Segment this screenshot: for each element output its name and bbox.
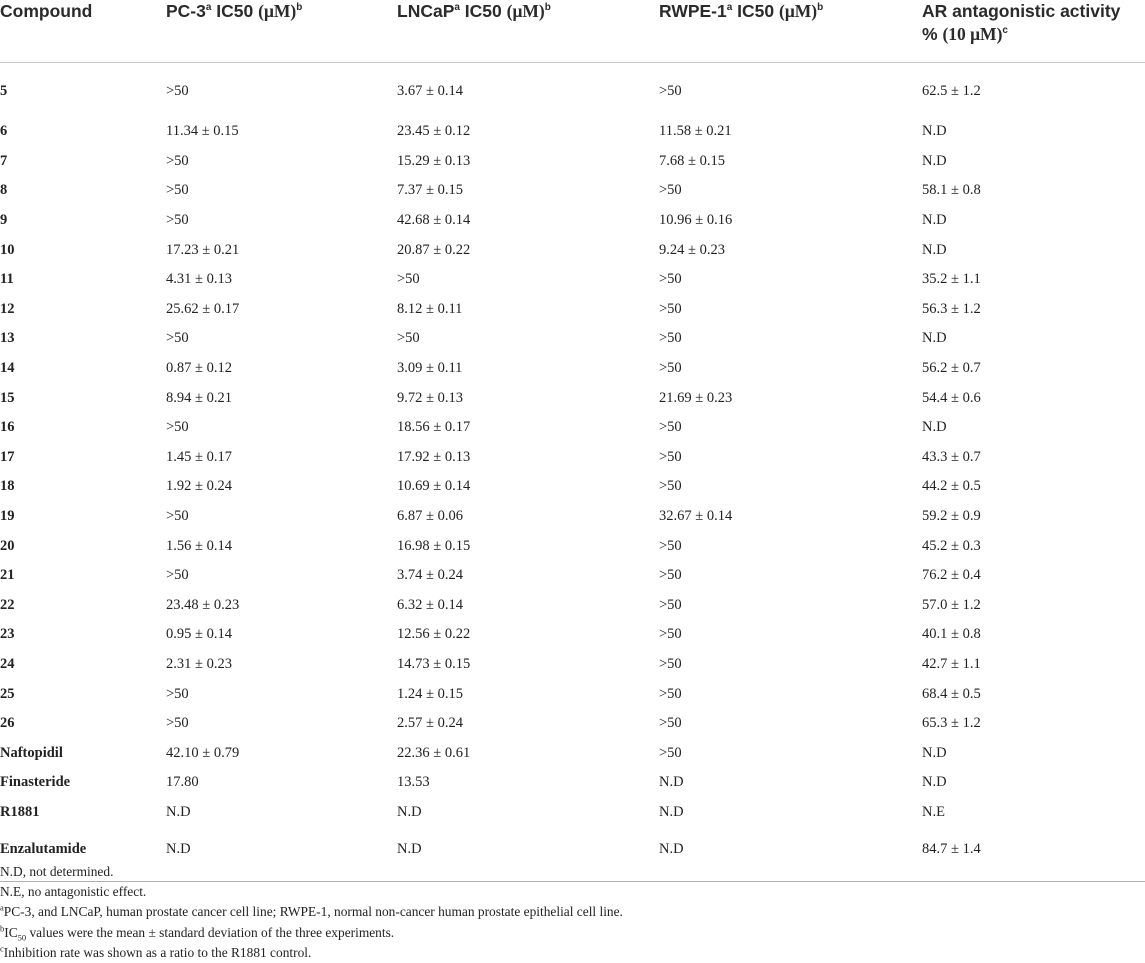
lncap-ic50-cell: 6.87 ± 0.06 [397,508,463,525]
pc3-ic50-cell: 1.45 ± 0.17 [166,448,232,465]
pc3-ic50-cell: >50 [166,715,189,732]
pc3-ic50-cell: >50 [166,152,189,169]
ar-activity-cell: 58.1 ± 0.8 [922,182,981,199]
table-row [0,235,1145,265]
lncap-ic50-cell: N.D [397,803,422,820]
ar-activity-cell: 76.2 ± 0.4 [922,567,981,584]
compound-cell: 18 [0,478,15,495]
lncap-ic50-cell: 3.67 ± 0.14 [397,82,463,99]
table-footnotes [0,862,623,963]
pc3-ic50-cell: 0.87 ± 0.12 [166,360,232,377]
rwpe-ic50-cell: >50 [659,330,682,347]
lncap-ic50-cell: 8.12 ± 0.11 [397,300,463,317]
lncap-ic50-cell: 9.72 ± 0.13 [397,389,463,406]
ar-activity-cell: 56.2 ± 0.7 [922,360,981,377]
footnote-b: $^bIC_{50}$ values were the mean ± standard deviation of the three experiments. [0,923,395,943]
rwpe-ic50-cell: >50 [659,596,682,613]
pc3-ic50-cell: 17.23 ± 0.21 [166,241,240,258]
ar-activity-cell: 56.3 ± 1.2 [922,300,981,317]
rwpe-ic50-cell: 32.67 ± 0.14 [659,508,733,525]
ar-activity-cell: 54.4 ± 0.6 [922,389,981,406]
pc3-ic50-cell: N.D [166,803,191,820]
rwpe-ic50-cell: N.D [659,803,684,820]
rwpe-ic50-cell: 21.69 ± 0.23 [659,389,733,406]
table-row [0,650,1145,680]
footnote-ne: N.E, no antagonistic effect. [0,884,147,900]
rwpe-ic50-cell: >50 [659,744,682,761]
rwpe-ic50-cell: 11.58 ± 0.21 [659,123,732,140]
table-row [0,206,1145,236]
compound-cell: 5 [0,82,8,99]
table-row [0,324,1145,354]
ar-activity-cell: 59.2 ± 0.9 [922,508,981,525]
table-row [0,738,1145,768]
ar-activity-cell: 42.7 ± 1.1 [922,655,981,672]
compound-cell: R1881 [0,803,40,820]
lncap-ic50-cell: 3.74 ± 0.24 [397,567,463,584]
lncap-ic50-cell: 16.98 ± 0.15 [397,537,471,554]
table-row [0,709,1145,739]
table-row [0,295,1145,325]
table-row [0,768,1145,798]
rwpe-ic50-cell: >50 [659,182,682,199]
lncap-ic50-cell: 18.56 ± 0.17 [397,419,471,436]
compound-cell: 12 [0,300,15,317]
ar-activity-cell: 68.4 ± 0.5 [922,685,981,702]
pc3-ic50-cell: >50 [166,685,189,702]
header-pc3: PC-3$^a$ IC50 $(\mu M)^b$ [166,0,397,63]
pc3-ic50-cell: >50 [166,182,189,199]
compound-cell: 6 [0,123,8,140]
lncap-ic50-cell: 1.24 ± 0.15 [397,685,463,702]
rwpe-ic50-cell: >50 [659,626,682,643]
rwpe-ic50-cell: >50 [659,478,682,495]
lncap-ic50-cell: 12.56 ± 0.22 [397,626,471,643]
ar-activity-cell: 45.2 ± 0.3 [922,537,981,554]
rwpe-ic50-cell: >50 [659,537,682,554]
compound-cell: 25 [0,685,15,702]
pc3-ic50-cell: >50 [166,330,189,347]
table-row [0,147,1145,177]
pc3-ic50-cell: N.D [166,827,397,882]
rwpe-ic50-cell: >50 [659,655,682,672]
ar-activity-cell: N.D [922,330,947,347]
lncap-ic50-cell: >50 [397,330,420,347]
lncap-ic50-cell: 3.09 ± 0.11 [397,360,463,377]
table-row [0,413,1145,443]
table-row [0,561,1145,591]
rwpe-ic50-cell: >50 [659,715,682,732]
rwpe-ic50-cell: N.D [659,827,922,882]
ar-activity-cell: N.D [922,123,947,140]
ar-activity-cell: N.D [922,152,947,169]
table-header [0,0,1145,63]
pc3-ic50-cell: 1.56 ± 0.14 [166,537,232,554]
footnote-nd: N.D, not determined. [0,864,114,879]
rwpe-ic50-cell: >50 [659,685,682,702]
ar-activity-cell: 43.3 ± 0.7 [922,448,981,465]
ar-activity-cell: N.D [922,744,947,761]
compound-cell: Finasteride [0,774,71,791]
ar-activity-cell: 57.0 ± 1.2 [922,596,981,613]
lncap-ic50-cell: 14.73 ± 0.15 [397,655,471,672]
table-row [0,679,1145,709]
compound-cell: 13 [0,330,15,347]
ar-activity-cell: N.D [922,774,947,791]
pc3-ic50-cell: 17.80 [166,774,199,791]
header-lncap: LNCaP$^a$ IC50 $(\mu M)^b$ [397,0,659,63]
pc3-ic50-cell: 0.95 ± 0.14 [166,626,232,643]
pc3-ic50-cell: 42.10 ± 0.79 [166,744,240,761]
compound-cell: 19 [0,508,15,525]
lncap-ic50-cell: 42.68 ± 0.14 [397,212,471,229]
compound-cell: 24 [0,655,15,672]
compound-cell: 9 [0,212,8,229]
ar-activity-cell: 44.2 ± 0.5 [922,478,981,495]
ar-activity-cell: 40.1 ± 0.8 [922,626,981,643]
table-row [0,443,1145,473]
pc3-ic50-cell: 1.92 ± 0.24 [166,478,232,495]
rwpe-ic50-cell: >50 [659,448,682,465]
lncap-ic50-cell: 15.29 ± 0.13 [397,152,471,169]
table-row [0,502,1145,532]
lncap-ic50-cell: 20.87 ± 0.22 [397,241,471,258]
pc3-ic50-cell: >50 [166,212,189,229]
compound-cell: 7 [0,152,8,169]
pc3-ic50-cell: 2.31 ± 0.23 [166,655,232,672]
header-row [0,0,1145,63]
compound-cell: 26 [0,715,15,732]
header-rwpe: RWPE-1$^a$ IC50 $(\mu M)^b$ [659,0,922,63]
table-row [0,531,1145,561]
rwpe-ic50-cell: >50 [659,82,682,99]
compound-cell: 21 [0,567,15,584]
rwpe-ic50-cell: N.D [659,774,684,791]
table-row [0,265,1145,295]
lncap-ic50-cell: 2.57 ± 0.24 [397,715,463,732]
compound-cell: 23 [0,626,15,643]
compound-cell: Enzalutamide [0,827,166,882]
rwpe-ic50-cell: >50 [659,419,682,436]
lncap-ic50-cell: 23.45 ± 0.12 [397,123,471,140]
pc3-ic50-cell: 11.34 ± 0.15 [166,123,239,140]
compound-cell: 15 [0,389,15,406]
ar-activity-cell: N.E [922,803,945,820]
pc3-ic50-cell: 4.31 ± 0.13 [166,271,232,288]
compound-cell: 14 [0,360,15,377]
compound-cell: 8 [0,182,8,199]
table-row [0,63,1145,118]
ar-activity-cell: 84.7 ± 1.4 [922,827,1145,882]
table-row [0,798,1145,828]
header-ar-activity: AR antagonistic activity % (10 μM)$^c$ [922,0,1145,63]
compound-cell: 11 [0,271,14,288]
table-row [0,472,1145,502]
table-body [0,63,1145,882]
lncap-ic50-cell: 17.92 ± 0.13 [397,448,471,465]
lncap-ic50-cell: N.D [397,827,659,882]
footnote-c: $^c$Inhibition rate was shown as a ratio to the R1881 control. [0,943,312,960]
compound-cell: 17 [0,448,15,465]
rwpe-ic50-cell: >50 [659,360,682,377]
lncap-ic50-cell: >50 [397,271,420,288]
ar-activity-cell: N.D [922,419,947,436]
pc3-ic50-cell: 25.62 ± 0.17 [166,300,240,317]
footnote-a: $^a$PC-3, and LNCaP, human prostate cancer cell line; RWPE-1, normal non-cancer human prostate epithelial cell line. [0,902,623,920]
lncap-ic50-cell: 13.53 [397,774,430,791]
table-row [0,354,1145,384]
compound-cell: 10 [0,241,15,258]
rwpe-ic50-cell: 7.68 ± 0.15 [659,152,725,169]
compound-cell: Naftopidil [0,744,63,761]
table-row [0,176,1145,206]
ar-activity-cell: 65.3 ± 1.2 [922,715,981,732]
ar-activity-cell: N.D [922,241,947,258]
pc3-ic50-cell: >50 [166,567,189,584]
lncap-ic50-cell: 10.69 ± 0.14 [397,478,471,495]
lncap-ic50-cell: 6.32 ± 0.14 [397,596,463,613]
table-row [0,620,1145,650]
header-compound: Compound [0,0,166,63]
pc3-ic50-cell: >50 [166,82,189,99]
ar-activity-cell: 62.5 ± 1.2 [922,82,981,99]
table-row [0,117,1145,147]
table-row [0,591,1145,621]
ar-activity-cell: 35.2 ± 1.1 [922,271,981,288]
table-row [0,383,1145,413]
lncap-ic50-cell: 7.37 ± 0.15 [397,182,463,199]
rwpe-ic50-cell: >50 [659,300,682,317]
rwpe-ic50-cell: >50 [659,271,682,288]
pc3-ic50-cell: >50 [166,419,189,436]
pc3-ic50-cell: 23.48 ± 0.23 [166,596,240,613]
compound-cell: 16 [0,419,15,436]
compound-cell: 20 [0,537,15,554]
pc3-ic50-cell: >50 [166,508,189,525]
lncap-ic50-cell: 22.36 ± 0.61 [397,744,471,761]
pc3-ic50-cell: 8.94 ± 0.21 [166,389,232,406]
compound-cell: 22 [0,596,15,613]
rwpe-ic50-cell: 9.24 ± 0.23 [659,241,725,258]
rwpe-ic50-cell: >50 [659,567,682,584]
rwpe-ic50-cell: 10.96 ± 0.16 [659,212,733,229]
ar-activity-cell: N.D [922,212,947,229]
